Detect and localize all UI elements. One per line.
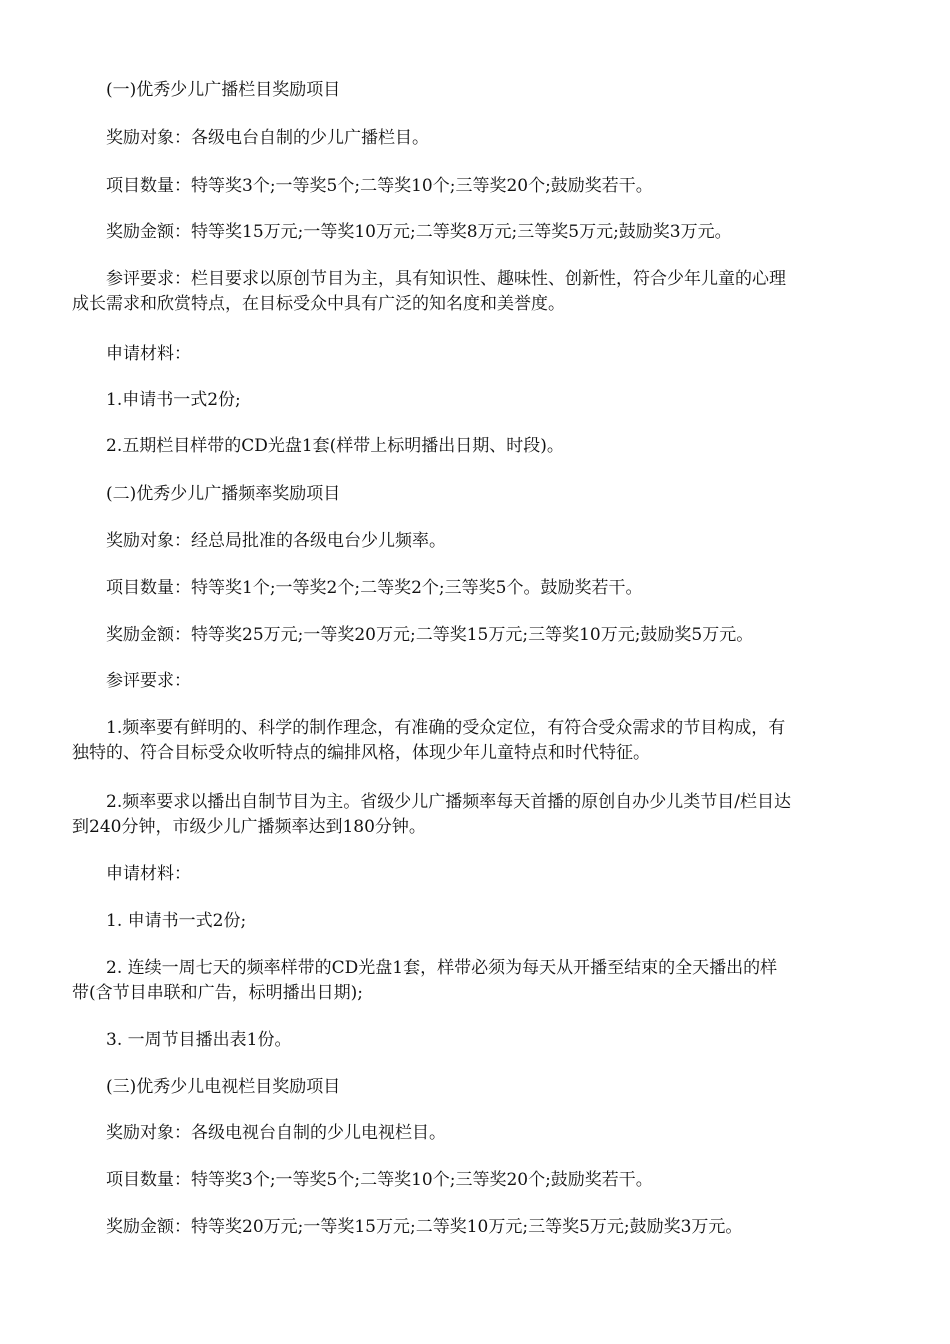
paragraph-line: 2. 连续一周七天的频率样带的CD光盘1套，样带必须为每天从开播至结束的全天播出的样 <box>106 958 778 978</box>
section-heading-2: (二)优秀少儿广播频率奖励项目 <box>106 484 341 504</box>
section-heading-1: (一)优秀少儿广播栏目奖励项目 <box>106 80 341 100</box>
paragraph: 参评要求： <box>106 671 191 691</box>
paragraph-line: 到240分钟，市级少儿广播频率达到180分钟。 <box>72 817 426 837</box>
list-item: 1.申请书一式2份; <box>106 390 241 410</box>
paragraph: 奖励对象：各级电视台自制的少儿电视栏目。 <box>106 1123 446 1143</box>
paragraph: 奖励金额：特等奖20万元;一等奖15万元;二等奖10万元;三等奖5万元;鼓励奖3万元。 <box>106 1217 743 1237</box>
list-item: 1. 申请书一式2份; <box>106 911 247 931</box>
list-item <box>72 716 884 766</box>
list-item <box>72 790 884 840</box>
paragraph-line: 2.频率要求以播出自制节目为主。省级少儿广播频率每天首播的原创自办少儿类节目/栏目达 <box>106 792 791 812</box>
paragraph-line: 成长需求和欣赏特点，在目标受众中具有广泛的知名度和美誉度。 <box>72 294 565 314</box>
paragraph-line: 带(含节目串联和广告，标明播出日期); <box>72 983 363 1003</box>
paragraph: 奖励金额：特等奖15万元;一等奖10万元;二等奖8万元;三等奖5万元;鼓励奖3万元。 <box>106 222 732 242</box>
paragraph: 项目数量：特等奖3个;一等奖5个;二等奖10个;三等奖20个;鼓励奖若干。 <box>106 176 653 196</box>
section-heading-3: (三)优秀少儿电视栏目奖励项目 <box>106 1077 341 1097</box>
paragraph: 申请材料： <box>106 864 191 884</box>
paragraph-line: 独特的、符合目标受众收听特点的编排风格，体现少年儿童特点和时代特征。 <box>72 743 650 763</box>
list-item: 2.五期栏目样带的CD光盘1套(样带上标明播出日期、时段)。 <box>106 436 564 456</box>
paragraph: 奖励金额：特等奖25万元;一等奖20万元;二等奖15万元;三等奖10万元;鼓励奖5万元。 <box>106 625 754 645</box>
paragraph: 项目数量：特等奖1个;一等奖2个;二等奖2个;三等奖5个。鼓励奖若干。 <box>106 578 643 598</box>
paragraph: 项目数量：特等奖3个;一等奖5个;二等奖10个;三等奖20个;鼓励奖若干。 <box>106 1170 653 1190</box>
paragraph: 申请材料： <box>106 344 191 364</box>
paragraph-line: 参评要求：栏目要求以原创节目为主，具有知识性、趣味性、创新性，符合少年儿童的心理 <box>106 269 786 289</box>
paragraph-line: 1.频率要有鲜明的、科学的制作理念，有准确的受众定位，有符合受众需求的节目构成，有 <box>106 718 786 738</box>
paragraph: 奖励对象：各级电台自制的少儿广播栏目。 <box>106 128 429 148</box>
list-item <box>72 956 884 1006</box>
paragraph: 奖励对象：经总局批准的各级电台少儿频率。 <box>106 531 446 551</box>
list-item: 3. 一周节目播出表1份。 <box>106 1030 292 1050</box>
paragraph <box>72 267 884 317</box>
